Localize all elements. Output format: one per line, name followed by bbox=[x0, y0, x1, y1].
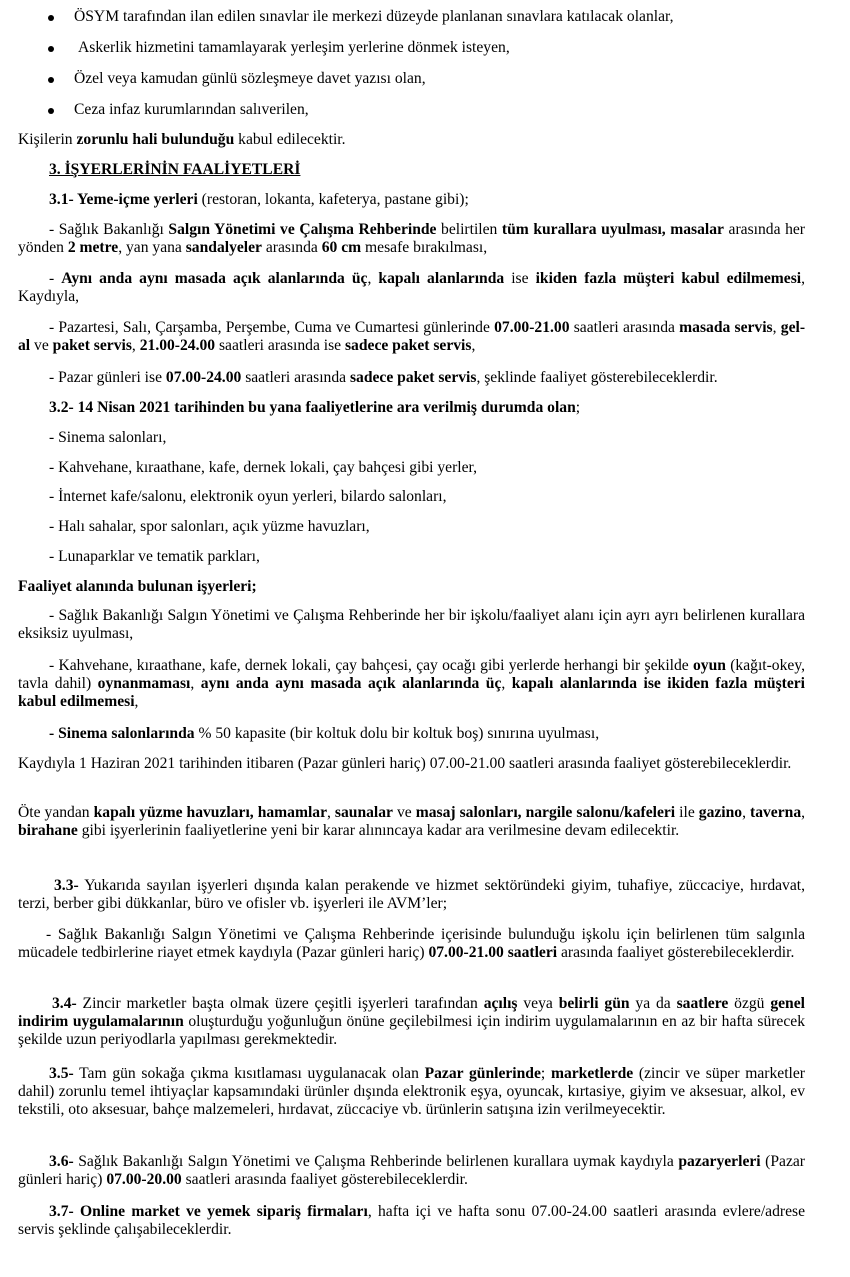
bullet-dot bbox=[48, 46, 54, 52]
bullet-dot bbox=[48, 77, 54, 83]
bullet-text: Özel veya kamudan günlü sözleşmeye davet yazısı olan, bbox=[74, 70, 426, 87]
s32-paragraph-4: Kaydıyla 1 Haziran 2021 tarihinden itibaren (Pazar günleri hariç) 07.00-21.00 saatleri arasında faaliyet gösterebileceklerdir. bbox=[18, 755, 792, 772]
bullet-item bbox=[18, 101, 805, 119]
s32-list-item: - Sinema salonları, bbox=[49, 429, 167, 446]
s32-list-item: - Kahvehane, kıraathane, kafe, dernek lokali, çay bahçesi gibi yerler, bbox=[49, 459, 477, 476]
s32-paragraph-2: - Kahvehane, kıraathane, kafe, dernek lokali, çay bahçesi, çay ocağı gibi yerlerde herhangi bir şekilde oyun (kağıt-okey, tavla dahil) oynanmaması, aynı anda aynı masada açık alanlarında üç, kapalı alanlarında ise ikiden fazla müşteri kabul edilmemesi, bbox=[18, 657, 806, 710]
s37-paragraph: 3.7- Online market ve yemek sipariş firmaları, hafta içi ve hafta sonu 07.00-24.00 saatleri arasında evlere/adrese servis şeklinde çalışabileceklerdir. bbox=[18, 1203, 805, 1238]
bullet-dot bbox=[48, 108, 54, 114]
s31-paragraph-1: - Sağlık Bakanlığı Salgın Yönetimi ve Çalışma Rehberinde belirtilen tüm kurallara uyulması, masalar arasında her yönden 2 metre, yan yana sandalyeler arasında 60 cm mesafe bırakılması, bbox=[18, 221, 805, 256]
s32-paragraph-1: - Sağlık Bakanlığı Salgın Yönetimi ve Çalışma Rehberinde her bir işkolu/faaliyet alanı için ayrı ayrı belirlenen kurallara eksiksiz uyulması, bbox=[18, 607, 805, 642]
bullet-text: Askerlik hizmetini tamamlayarak yerleşim yerlerine dönmek isteyen, bbox=[78, 39, 510, 56]
section-title: 3. İŞYERLERİNİN FAALİYETLERİ bbox=[49, 161, 301, 178]
bullet-text: ÖSYM tarafından ilan edilen sınavlar ile merkezi düzeyde planlanan sınavlara katılacak olanlar, bbox=[74, 8, 674, 25]
bullet-text: Ceza infaz kurumlarından salıverilen, bbox=[74, 101, 309, 118]
s31-paragraph-2: - Aynı anda aynı masada açık alanlarında üç, kapalı alanlarında ise ikiden fazla müşteri kabul edilmemesi, Kaydıyla, bbox=[18, 270, 805, 305]
s33-paragraph-2: - Sağlık Bakanlığı Salgın Yönetimi ve Çalışma Rehberinde içerisinde bulunduğu işkolu için belirlenen tüm salgınla mücadele tedbirlerine riayet etmek kaydıyla (Pazar günleri hariç) 07.00-21.00 saatleri arasında faaliyet gösterebileceklerdir. bbox=[18, 926, 805, 961]
s32-list-item: - Lunaparklar ve tematik parkları, bbox=[49, 548, 260, 565]
conclusion-paragraph: Kişilerin zorunlu hali bulunduğu kabul edilecektir. bbox=[18, 131, 346, 148]
s32-title: 3.2- 14 Nisan 2021 tarihinden bu yana faaliyetlerine ara verilmiş durumda olan; bbox=[49, 399, 581, 416]
s31-paragraph-4: - Pazar günleri ise 07.00-24.00 saatleri arasında sadece paket servis, şeklinde faaliyet gösterebileceklerdir. bbox=[49, 369, 718, 386]
bullet-item bbox=[18, 8, 805, 26]
s36-paragraph: 3.6- Sağlık Bakanlığı Salgın Yönetimi ve Çalışma Rehberinde belirlenen kurallara uymak kaydıyla pazaryerleri (Pazar günleri hariç) 07.00-20.00 saatleri arasında faaliyet gösterebileceklerdir. bbox=[18, 1153, 805, 1188]
s33-paragraph-1: 3.3- Yukarıda sayılan işyerleri dışında kalan perakende ve hizmet sektöründeki giyim, tuhafiye, züccaciye, hırdavat, terzi, berber gibi dükkanlar, büro ve ofisler vb. işyerleri ile AVM’ler; bbox=[18, 877, 805, 912]
bullet-item bbox=[18, 70, 805, 88]
s32-paragraph-5: Öte yandan kapalı yüzme havuzları, hamamlar, saunalar ve masaj salonları, nargile salonu/kafeleri ile gazino, taverna, birahane gibi işyerlerinin faaliyetlerine yeni bir karar alınıncaya kadar ara verilmesine devam edilecektir. bbox=[18, 804, 806, 839]
s31-paragraph-3: - Pazartesi, Salı, Çarşamba, Perşembe, Cuma ve Cumartesi günlerinde 07.00-21.00 saatleri arasında masada servis, gel-al ve paket servis, 21.00-24.00 saatleri arasında ise sadece paket servis, bbox=[18, 319, 806, 354]
s32-subheading: Faaliyet alanında bulunan işyerleri; bbox=[18, 578, 257, 595]
bullet-dot bbox=[48, 15, 54, 21]
s32-paragraph-3: - Sinema salonlarında % 50 kapasite (bir koltuk dolu bir koltuk boş) sınırına uyulması, bbox=[49, 725, 600, 742]
s34-paragraph: 3.4- Zincir marketler başta olmak üzere çeşitli işyerleri tarafından açılış veya belirli gün ya da saatlere özgü genel indirim uygulamalarının oluşturduğu yoğunluğun önüne geçilebilmesi için indirim uygulamalarının en az bir hafta sürecek şekilde uzun periyodlarla yapılması gerekmektedir. bbox=[18, 995, 805, 1048]
s35-paragraph: 3.5- Tam gün sokağa çıkma kısıtlaması uygulanacak olan Pazar günlerinde; marketlerde (zincir ve süper marketler dahil) zorunlu temel ihtiyaçlar kapsamındaki ürünler dışında elektronik eşya, oyuncak, kırtasiye, giyim ve aksesuar, alkol, ev tekstili, oto aksesuar, bahçe malzemeleri, hırdavat, züccaciye vb. ürünlerin satışına izin verilmeyecektir. bbox=[18, 1065, 805, 1118]
bullet-item bbox=[18, 39, 805, 57]
s32-list-item: - İnternet kafe/salonu, elektronik oyun yerleri, bilardo salonları, bbox=[49, 488, 447, 505]
s31-title: 3.1- Yeme-içme yerleri (restoran, lokanta, kafeterya, pastane gibi); bbox=[49, 191, 469, 208]
s32-list-item: - Halı sahalar, spor salonları, açık yüzme havuzları, bbox=[49, 518, 370, 535]
